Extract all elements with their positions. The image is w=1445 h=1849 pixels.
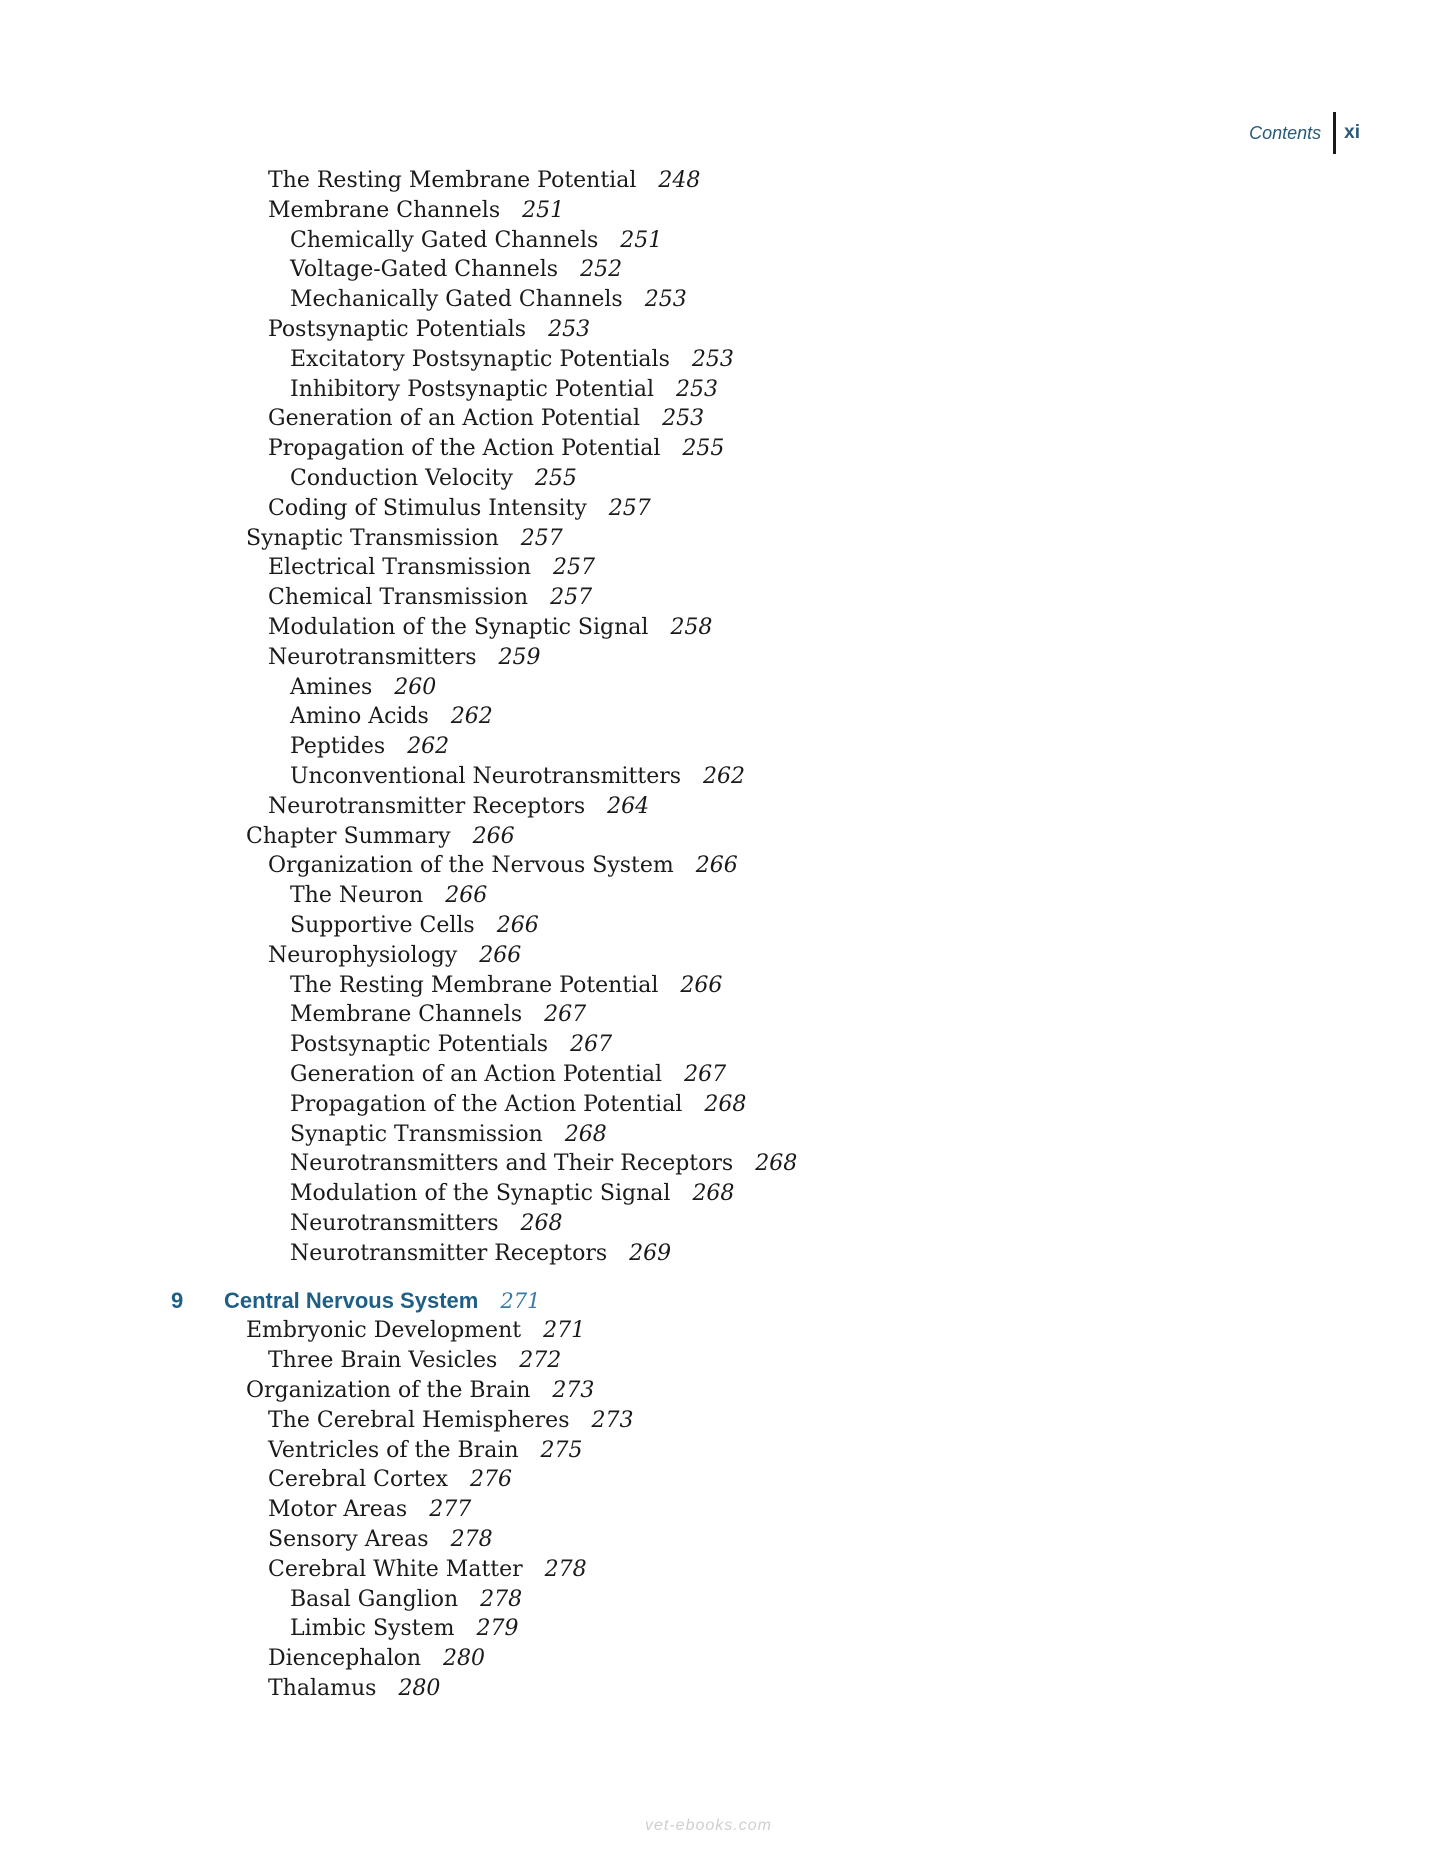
chapter-number: 9: [171, 1288, 184, 1314]
toc-entry-page: 255: [682, 436, 725, 462]
toc-entry-title: The Resting Membrane Potential: [290, 972, 659, 998]
toc-entry-title: Voltage-Gated Channels: [290, 257, 559, 283]
toc-entry-title: Sensory Areas: [268, 1527, 429, 1553]
toc-entry-page: 260: [394, 674, 437, 700]
toc-entry[interactable]: [0, 881, 1445, 911]
toc-entry-title: Amino Acids: [290, 704, 429, 730]
toc-entry[interactable]: [0, 1376, 1445, 1406]
toc-entry-page: 251: [522, 197, 565, 223]
toc-entry-page: 268: [755, 1151, 798, 1177]
toc-entry-title: Supportive Cells: [290, 912, 475, 938]
toc-entry[interactable]: [0, 762, 1445, 792]
toc-entry-page: 258: [670, 614, 713, 640]
toc-entry-title: Motor Areas: [268, 1497, 408, 1523]
toc-entry[interactable]: [0, 404, 1445, 434]
toc-entry[interactable]: [0, 1495, 1445, 1525]
toc-entry-page: 266: [479, 942, 522, 968]
toc-entry-title: Cerebral White Matter: [268, 1556, 523, 1582]
toc-entry-page: 268: [520, 1210, 563, 1236]
toc-entry[interactable]: [0, 1674, 1445, 1704]
toc-entry-page: 272: [519, 1348, 562, 1374]
running-head: [1249, 112, 1360, 154]
toc-entry-title: Three Brain Vesicles: [268, 1348, 498, 1374]
toc-entry-title: Embryonic Development: [246, 1318, 522, 1344]
toc-entry[interactable]: [0, 375, 1445, 405]
toc-entry-title: Chemical Transmission: [268, 585, 529, 611]
toc-entry-page: 257: [553, 555, 595, 581]
toc-entry[interactable]: [0, 1179, 1445, 1209]
toc-entry[interactable]: [0, 553, 1445, 583]
toc-entry-page: 280: [443, 1646, 486, 1672]
toc-entry-title: Neurotransmitter Receptors: [290, 1240, 608, 1266]
toc-entry-page: 266: [496, 912, 539, 938]
toc-entry[interactable]: [0, 1060, 1445, 1090]
toc-entry[interactable]: [0, 1555, 1445, 1585]
toc-entry-page: 262: [703, 763, 746, 789]
toc-entry[interactable]: [0, 1316, 1445, 1346]
toc-entry-title: Chapter Summary: [246, 823, 451, 849]
toc-entry-title: Basal Ganglion: [290, 1586, 459, 1612]
toc-entry[interactable]: [0, 851, 1445, 881]
toc-entry-title: The Resting Membrane Potential: [268, 168, 637, 193]
toc-entry-title: Modulation of the Synaptic Signal: [268, 614, 649, 640]
chapter-title: Central Nervous System: [224, 1288, 479, 1314]
toc-entry[interactable]: [0, 1090, 1445, 1120]
toc-entry-page: 278: [480, 1586, 523, 1612]
toc-entry-page: 268: [692, 1181, 735, 1207]
table-of-contents: [0, 166, 1445, 1704]
toc-entry-page: 253: [548, 316, 591, 342]
toc-entry-title: Unconventional Neurotransmitters: [290, 763, 682, 789]
toc-entry-page: 273: [591, 1407, 634, 1433]
toc-entry-title: Mechanically Gated Channels: [290, 287, 623, 313]
toc-entry-title: Modulation of the Synaptic Signal: [290, 1181, 671, 1207]
toc-entry-title: Neurotransmitters: [268, 644, 477, 670]
toc-entry-title: Chemically Gated Channels: [290, 227, 599, 253]
toc-entry-title: Membrane Channels: [290, 1002, 523, 1028]
toc-entry-page: 257: [520, 525, 563, 551]
toc-entry-title: The Cerebral Hemispheres: [268, 1407, 570, 1433]
toc-entry[interactable]: [0, 494, 1445, 524]
toc-entry[interactable]: [0, 1000, 1445, 1030]
toc-entry-page: 267: [544, 1002, 587, 1028]
toc-entry-title: Synaptic Transmission: [246, 525, 499, 551]
toc-entry-title: Coding of Stimulus Intensity: [268, 495, 587, 521]
toc-entry-page: 271: [543, 1318, 586, 1344]
toc-entry[interactable]: [0, 1239, 1445, 1269]
toc-entry-page: 278: [450, 1527, 493, 1553]
toc-entry-title: Propagation of the Action Potential: [290, 1091, 683, 1117]
toc-entry[interactable]: [0, 1465, 1445, 1495]
toc-entry[interactable]: [0, 1030, 1445, 1060]
toc-entry-page: 273: [552, 1378, 595, 1404]
toc-entry-title: Neurophysiology: [268, 942, 458, 968]
toc-entry-title: Organization of the Brain: [246, 1378, 531, 1404]
toc-entry[interactable]: [0, 732, 1445, 762]
toc-entry[interactable]: [0, 941, 1445, 971]
toc-entry-page: 269: [629, 1240, 672, 1266]
toc-entry-page: 253: [691, 346, 734, 372]
toc-entry-page: 253: [644, 287, 687, 313]
toc-entry-title: Limbic System: [290, 1616, 455, 1642]
toc-entry-page: 267: [684, 1061, 727, 1087]
toc-entry[interactable]: [0, 1209, 1445, 1239]
toc-entry[interactable]: [0, 315, 1445, 345]
watermark: vet-ebooks.com: [645, 1817, 772, 1834]
toc-entry-title: Neurotransmitters and Their Receptors: [290, 1151, 734, 1177]
toc-entry[interactable]: [0, 285, 1445, 315]
toc-entry-page: 266: [445, 883, 488, 909]
chapter-title-line: [224, 1286, 540, 1316]
toc-entry[interactable]: [0, 166, 1445, 196]
toc-entry-title: Generation of an Action Potential: [290, 1061, 663, 1087]
toc-entry-title: Organization of the Nervous System: [268, 853, 674, 879]
toc-entry[interactable]: [0, 1525, 1445, 1555]
toc-entry-title: Postsynaptic Potentials: [290, 1032, 549, 1058]
toc-entry[interactable]: [0, 673, 1445, 703]
toc-entry-title: Peptides: [290, 734, 386, 760]
toc-entry-title: Cerebral Cortex: [268, 1467, 448, 1493]
toc-entry[interactable]: [0, 971, 1445, 1001]
toc-entry-page: 276: [470, 1467, 512, 1493]
toc-entry-page: 266: [472, 823, 515, 849]
toc-entry[interactable]: [0, 643, 1445, 673]
toc-entry-title: Membrane Channels: [268, 197, 501, 223]
toc-entry[interactable]: [0, 1614, 1445, 1644]
toc-entry-title: Ventricles of the Brain: [268, 1437, 519, 1463]
toc-entry[interactable]: [0, 1644, 1445, 1674]
toc-entry-page: 268: [564, 1121, 607, 1147]
toc-entry-page: 278: [544, 1556, 587, 1582]
toc-entry[interactable]: [0, 702, 1445, 732]
toc-entry-title: Generation of an Action Potential: [268, 406, 641, 432]
toc-entry-page: 253: [676, 376, 718, 402]
toc-entry[interactable]: [0, 345, 1445, 375]
toc-entry[interactable]: [0, 255, 1445, 285]
toc-entry-page: 279: [476, 1616, 519, 1642]
toc-entry-page: 248: [658, 168, 701, 193]
toc-entry[interactable]: [0, 613, 1445, 643]
toc-section-continued: [0, 166, 1445, 1268]
toc-entry-title: Diencephalon: [268, 1646, 422, 1672]
toc-entry[interactable]: [0, 1585, 1445, 1615]
toc-entry[interactable]: [0, 434, 1445, 464]
chapter-page: 271: [500, 1289, 541, 1314]
toc-entry[interactable]: [0, 464, 1445, 494]
toc-entry[interactable]: [0, 1346, 1445, 1376]
toc-entry[interactable]: [0, 524, 1445, 554]
toc-entry-page: 253: [662, 406, 705, 432]
toc-entry-title: Neurotransmitters: [290, 1210, 499, 1236]
toc-entry-page: 280: [398, 1676, 441, 1702]
toc-entry-title: Postsynaptic Potentials: [268, 316, 527, 342]
toc-entry[interactable]: [0, 583, 1445, 613]
toc-entry-title: Thalamus: [268, 1676, 377, 1702]
toc-entry-title: Electrical Transmission: [268, 555, 531, 581]
toc-entry-title: Inhibitory Postsynaptic Potential: [290, 376, 654, 402]
toc-entry-title: Neurotransmitter Receptors: [268, 793, 586, 819]
toc-entry-page: 267: [570, 1032, 613, 1058]
toc-entry[interactable]: [0, 792, 1445, 822]
toc-entry-title: Synaptic Transmission: [290, 1121, 543, 1147]
toc-entry-title: The Neuron: [290, 883, 424, 909]
toc-entry-page: 275: [540, 1437, 583, 1463]
toc-entry[interactable]: [0, 196, 1445, 226]
toc-entry[interactable]: [0, 911, 1445, 941]
toc-entry-page: 255: [534, 465, 577, 491]
toc-entry-page: 266: [695, 853, 738, 879]
toc-entry-page: 251: [620, 227, 663, 253]
toc-entry[interactable]: [0, 1149, 1445, 1179]
toc-entry-page: 264: [607, 793, 650, 819]
toc-entry-page: 277: [429, 1497, 472, 1523]
page-number: xi: [1344, 122, 1360, 143]
toc-entry-page: 259: [498, 644, 541, 670]
toc-section-chapter-9: [0, 1316, 1445, 1703]
chapter-heading[interactable]: [0, 1286, 1445, 1316]
toc-entry-title: Excitatory Postsynaptic Potentials: [290, 346, 670, 372]
toc-entry-title: Conduction Velocity: [290, 465, 513, 491]
running-head-section: Contents: [1249, 122, 1322, 143]
toc-entry-title: Amines: [290, 674, 373, 700]
toc-entry-page: 257: [550, 585, 593, 611]
toc-entry[interactable]: [0, 1120, 1445, 1150]
toc-entry-page: 268: [704, 1091, 747, 1117]
toc-entry[interactable]: [0, 822, 1445, 852]
toc-entry-page: 252: [580, 257, 623, 283]
toc-entry[interactable]: [0, 1406, 1445, 1436]
toc-entry-title: Propagation of the Action Potential: [268, 436, 661, 462]
toc-entry[interactable]: [0, 1436, 1445, 1466]
toc-entry[interactable]: [0, 226, 1445, 256]
toc-entry-page: 266: [680, 972, 723, 998]
toc-entry-page: 257: [608, 495, 651, 521]
toc-entry-page: 262: [407, 734, 450, 760]
toc-entry-page: 262: [450, 704, 493, 730]
